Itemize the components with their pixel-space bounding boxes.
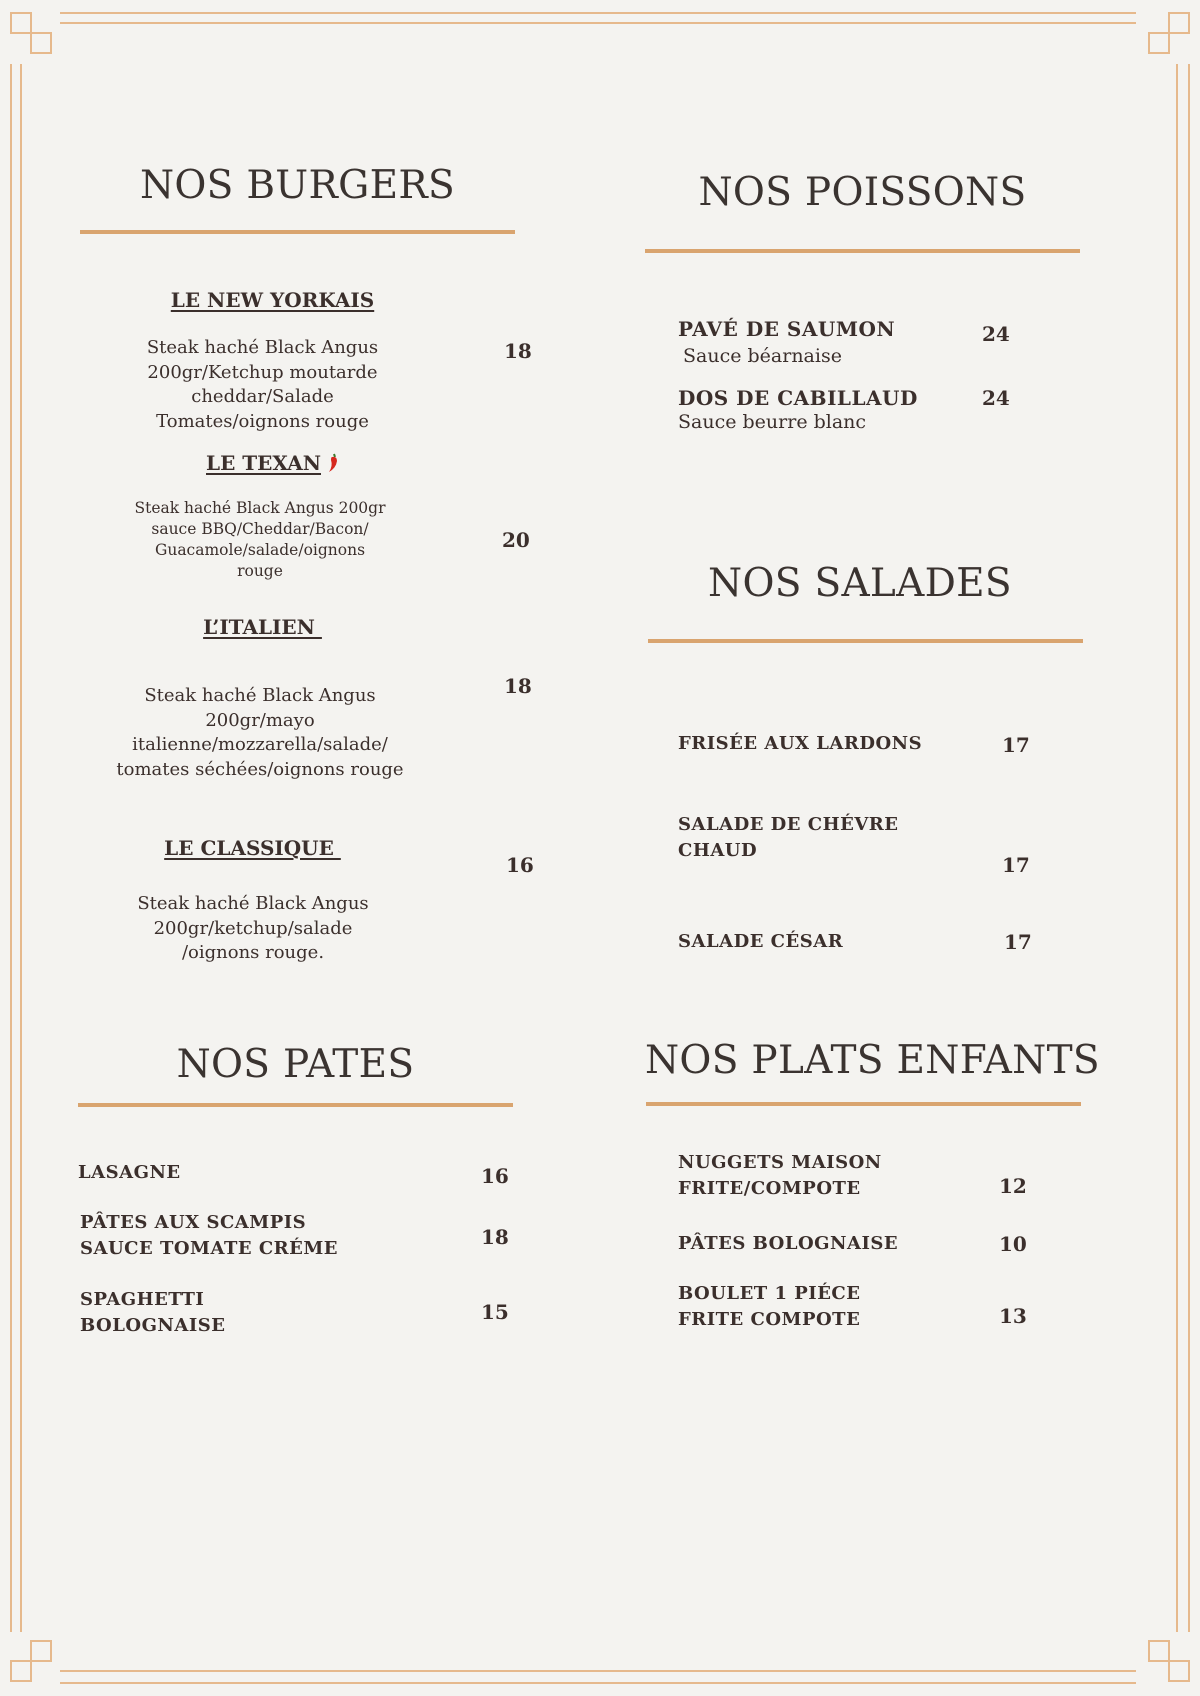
pate-price-scampis: 18 xyxy=(481,1225,509,1249)
salade-price-chevre: 17 xyxy=(1002,853,1030,877)
enfant-price-nuggets: 12 xyxy=(999,1174,1027,1198)
poissons-divider xyxy=(645,249,1080,253)
enfant-name-boulet xyxy=(678,1281,860,1333)
corner-ornament-bottom-right-2 xyxy=(1148,1640,1170,1662)
poisson-sauce-saumon: Sauce béarnaise xyxy=(683,345,842,367)
enfant-name-boulet-line2: FRITE COMPOTE xyxy=(678,1309,861,1330)
corner-ornament-top-left xyxy=(10,12,32,34)
burger-price-texan: 20 xyxy=(502,528,530,552)
enfant-name-nuggets-line1: NUGGETS MAISON xyxy=(678,1152,882,1173)
pate-name-lasagne: LASAGNE xyxy=(78,1162,181,1183)
burger-name-italien: L’ITALIEN xyxy=(203,615,322,639)
burgers-title: NOS BURGERS xyxy=(139,163,456,208)
pate-name-scampis-line2: SAUCE TOMATE CRÉME xyxy=(80,1238,338,1259)
salades-divider xyxy=(648,639,1083,643)
corner-ornament-bottom-left-2 xyxy=(30,1640,52,1662)
salade-name-cesar: SALADE CÉSAR xyxy=(678,931,844,952)
pates-divider xyxy=(78,1103,513,1107)
burger-desc-texan: Steak haché Black Angus 200gr sauce BBQ/Cheddar/Bacon/ Guacamole/salade/oignons rouge xyxy=(134,499,386,580)
right-line-2 xyxy=(1176,64,1178,1632)
burger-name-texan xyxy=(140,451,405,475)
salade-name-frisee: FRISÉE AUX LARDONS xyxy=(678,733,923,754)
burger-price-classique: 16 xyxy=(506,853,534,877)
salade-price-frisee: 17 xyxy=(1002,733,1030,757)
pate-name-spaghetti xyxy=(80,1287,226,1339)
enfant-name-boulet-line1: BOULET 1 PIÉCE xyxy=(678,1283,861,1304)
poisson-price-saumon: 24 xyxy=(982,322,1010,346)
burger-price-new-yorkais: 18 xyxy=(504,339,532,363)
burger-name-new-yorkais: LE NEW YORKAIS xyxy=(170,288,375,312)
enfants-title: NOS PLATS ENFANTS xyxy=(645,1038,1100,1083)
corner-ornament-top-left-2 xyxy=(30,32,52,54)
pates-title: NOS PATES xyxy=(176,1042,415,1087)
pate-name-spaghetti-line1: SPAGHETTI xyxy=(80,1289,205,1310)
pate-price-spaghetti: 15 xyxy=(481,1300,509,1324)
corner-ornament-top-right-2 xyxy=(1148,32,1170,54)
burger-desc-classique: Steak haché Black Angus 200gr/ketchup/salade /oignons rouge. xyxy=(137,893,369,963)
enfant-name-nuggets xyxy=(678,1150,882,1202)
enfant-name-nuggets-line2: FRITE/COMPOTE xyxy=(678,1178,861,1199)
salade-name-chevre xyxy=(678,812,898,864)
pate-name-scampis-line1: PÂTES AUX SCAMPIS xyxy=(80,1212,307,1233)
burger-desc-italien: Steak haché Black Angus 200gr/mayo italienne/mozzarella/salade/ tomates séchées/oignons rouge xyxy=(116,685,404,780)
burger-name-texan-label: LE TEXAN xyxy=(206,451,321,475)
chili-pepper-icon xyxy=(327,453,339,473)
enfant-price-boulet: 13 xyxy=(999,1304,1027,1328)
poisson-name-cabillaud: DOS DE CABILLAUD xyxy=(678,386,918,410)
salade-name-chevre-line2: CHAUD xyxy=(678,840,758,861)
pate-name-scampis xyxy=(80,1210,338,1262)
bottom-line-2 xyxy=(60,1670,1136,1672)
pate-name-spaghetti-line2: BOLOGNAISE xyxy=(80,1315,226,1336)
burgers-divider xyxy=(80,230,515,234)
salade-name-chevre-line1: SALADE DE CHÉVRE xyxy=(678,814,899,835)
poissons-title: NOS POISSONS xyxy=(698,170,1027,215)
corner-ornament-bottom-left xyxy=(10,1660,32,1682)
enfant-name-pates: PÂTES BOLOGNAISE xyxy=(678,1233,899,1254)
top-line-2 xyxy=(60,22,1136,24)
burger-price-italien: 18 xyxy=(504,674,532,698)
salade-price-cesar: 17 xyxy=(1004,930,1032,954)
salades-title: NOS SALADES xyxy=(708,561,1012,606)
burger-name-classique: LE CLASSIQUE xyxy=(164,836,341,860)
pate-price-lasagne: 16 xyxy=(481,1164,509,1188)
burger-desc-new-yorkais: Steak haché Black Angus 200gr/Ketchup moutarde cheddar/Salade Tomates/oignons rouge xyxy=(146,337,379,432)
corner-ornament-bottom-right xyxy=(1168,1660,1190,1682)
poisson-sauce-cabillaud: Sauce beurre blanc xyxy=(678,411,867,433)
enfants-divider xyxy=(646,1102,1081,1106)
corner-ornament-top-right xyxy=(1168,12,1190,34)
poisson-price-cabillaud: 24 xyxy=(982,386,1010,410)
poisson-name-saumon: PAVÉ DE SAUMON xyxy=(678,317,896,341)
left-line-2 xyxy=(20,64,22,1632)
enfant-price-pates: 10 xyxy=(999,1232,1027,1256)
